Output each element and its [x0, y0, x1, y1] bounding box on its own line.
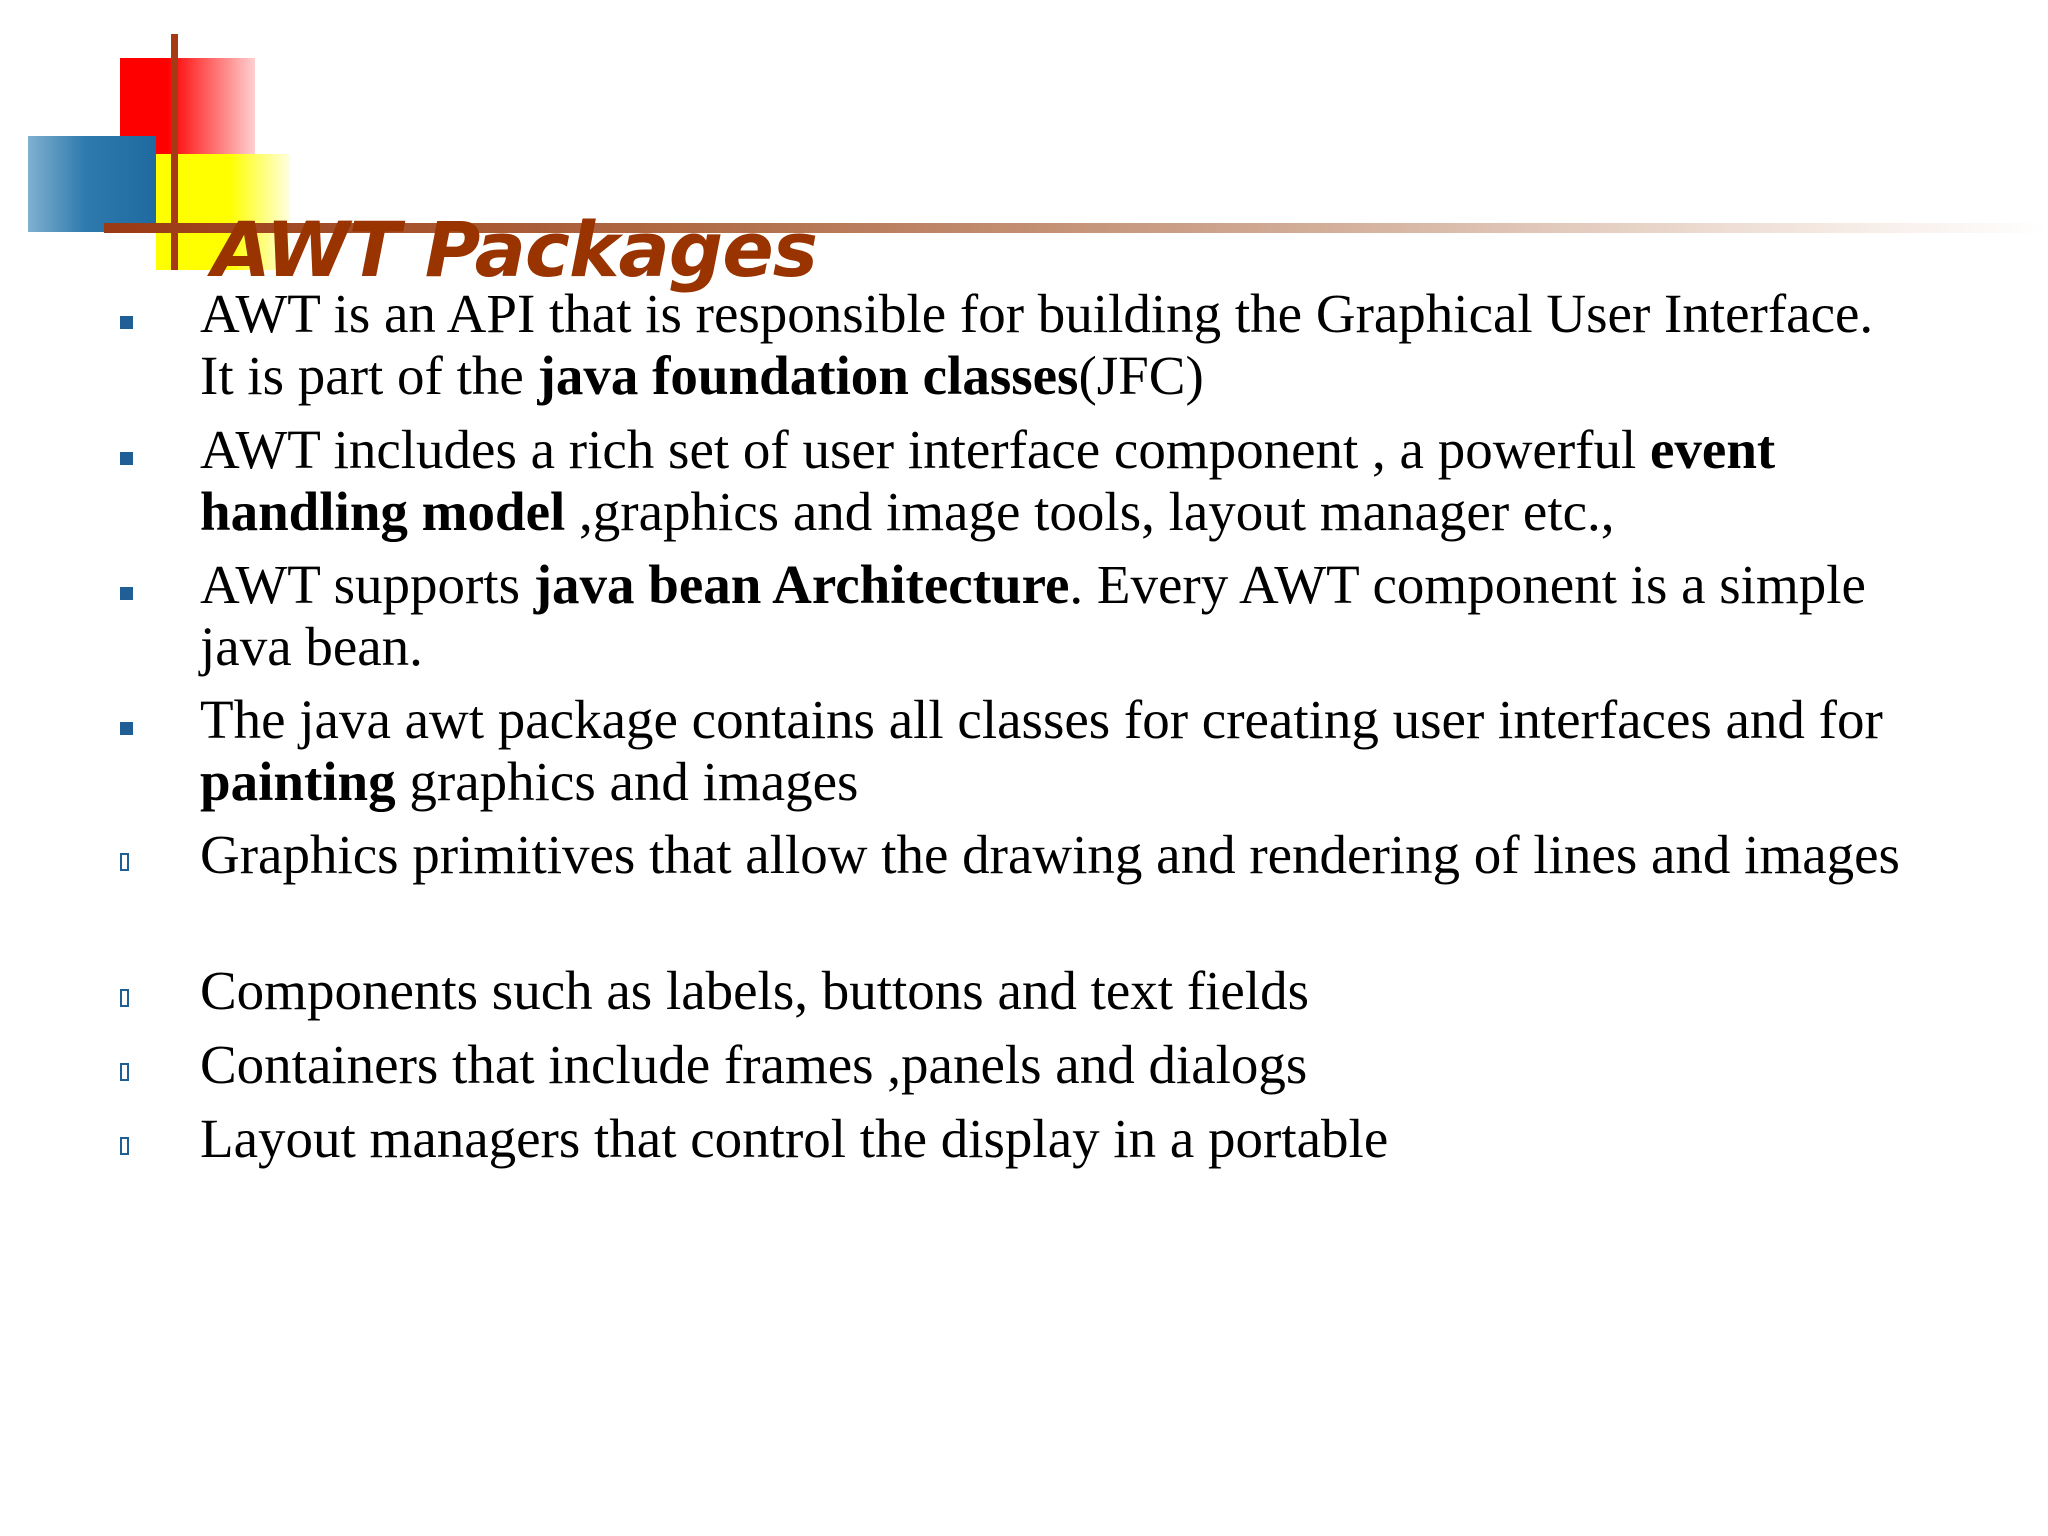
text-run: AWT is an API that is responsible for building the Graphical User Interface. It is part of the [200, 283, 1874, 406]
text-run: Containers that include frames ,panels and dialogs [200, 1034, 1308, 1095]
bold-text-run: java foundation classes [537, 345, 1079, 406]
blue-square-decoration [28, 136, 156, 232]
text-run: AWT includes a rich set of user interface component , a powerful [200, 419, 1651, 480]
text-run: AWT supports [200, 554, 534, 615]
box-bullet-icon [120, 989, 129, 1007]
box-bullet-icon [120, 1137, 129, 1155]
bullet-text [200, 283, 1920, 407]
bullet-text [200, 554, 1920, 678]
text-run: Layout managers that control the display in a portable [200, 1108, 1389, 1169]
bold-text-run: java bean Architecture [533, 554, 1070, 615]
text-run: The java awt package contains all classes for creating user interfaces and for [200, 689, 1883, 750]
vertical-accent-line [171, 34, 178, 270]
box-bullet-icon [120, 853, 129, 871]
bullet-text [200, 689, 1920, 813]
bullet-text [200, 1108, 1920, 1170]
bullet-text [200, 419, 1920, 543]
bullet-text [200, 1034, 1920, 1096]
text-run: Components such as labels, buttons and text fields [200, 960, 1310, 1021]
square-bullet-icon [120, 452, 133, 465]
bullet-text [200, 960, 1920, 1022]
bold-text-run: painting [200, 751, 396, 812]
text-run: ,graphics and image tools, layout manager etc., [565, 481, 1615, 542]
bullet-text [200, 824, 1920, 886]
square-bullet-icon [120, 316, 133, 329]
text-run: Graphics primitives that allow the drawing and rendering of lines and images [200, 824, 1900, 885]
box-bullet-icon [120, 1063, 129, 1081]
text-run: (JFC) [1078, 345, 1204, 406]
text-run: . Every AWT component is a simple java bean. [200, 554, 1866, 677]
square-bullet-icon [120, 722, 133, 735]
square-bullet-icon [120, 587, 133, 600]
bold-text-run: event handling model [200, 419, 1776, 542]
text-run: graphics and images [395, 751, 859, 812]
slide-title: AWT Packages [212, 205, 817, 294]
